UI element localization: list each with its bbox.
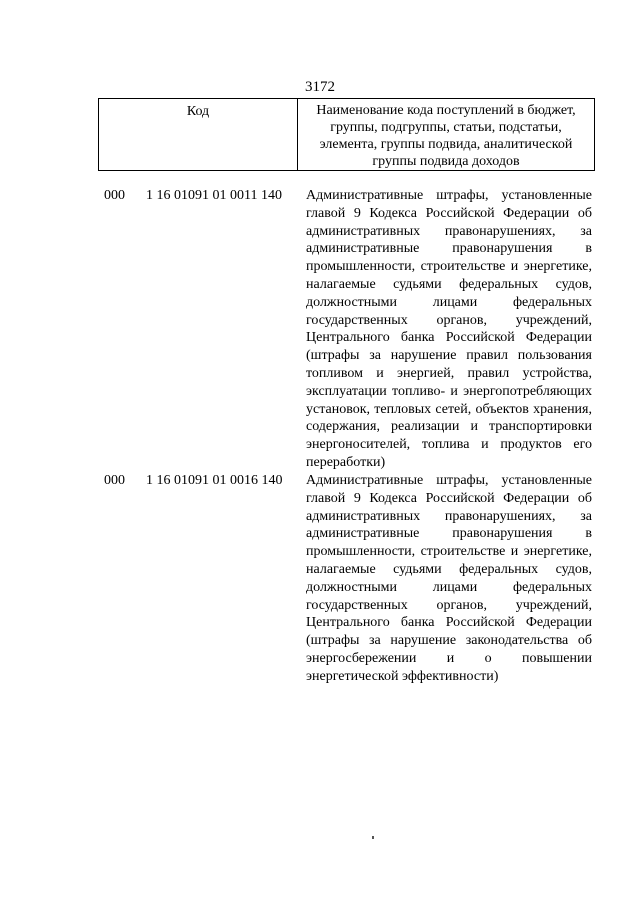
row-description: Административные штрафы, установленные главой 9 Кодекса Российской Федерации об административных правонарушениях, за административные правонарушения в промышленности, строительстве и энергетике, налагаемые судьями федеральных судов, должностными лицами федеральных государственных органов, учреждений, Центрального банка Российской Федерации (штрафы за нарушение законодательства об энергосбережении и о повышении энергетической эффективности) (306, 473, 592, 684)
admin-code: 000 (104, 188, 125, 203)
row-description: Административные штрафы, установленные главой 9 Кодекса Российской Федерации об административных правонарушениях, за административные правонарушения в промышленности, строительстве и энергетике, налагаемые судьями федеральных судов, должностными лицами федеральных государственных органов, учреждений, Центрального банка Российской Федерации (штрафы за нарушение правил пользования топливом и энергией, правил устройства, эксплуатации топливо- и энергопотребляющих установок, тепловых сетей, объектов хранения, содержания, реализации и транспортировки энергоносителей, топлива и продуктов его переработки) (306, 188, 592, 470)
header-code-label: Код (99, 99, 298, 170)
admin-code: 000 (104, 473, 125, 488)
scan-speck (372, 836, 374, 839)
budget-classification-code: 1 16 01091 01 0011 140 (146, 188, 282, 203)
budget-classification-code: 1 16 01091 01 0016 140 (146, 473, 283, 488)
page-number: 3172 (305, 79, 335, 95)
header-name-label: Наименование кода поступлений в бюджет, группы, подгруппы, статьи, подстатьи, элемента, группы подвида, аналитической группы подвида доходов (316, 103, 576, 169)
table-header (98, 98, 595, 171)
